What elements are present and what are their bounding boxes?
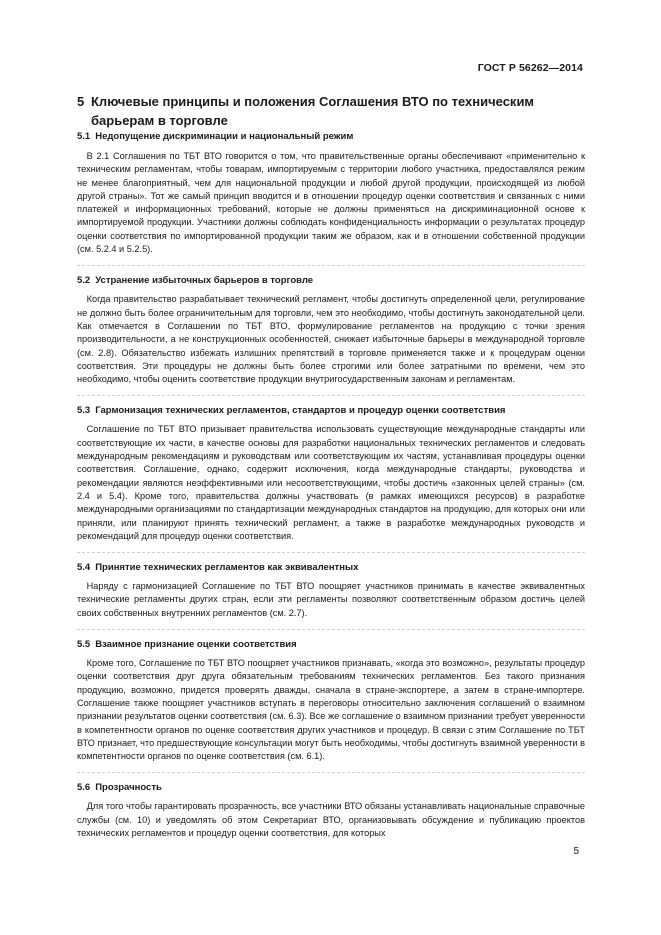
subsection-paragraph: Кроме того, Соглашение по ТБТ ВТО поощряет участников признавать, «когда это возможно», результаты процедур оценки соответствия друг друга обязательным требованиям технических регламентов. Без такого признания продукцию, возможно, придется проверять дважды, сначала в стране-экспортере, а затем в стране-импортере. Соглашение также поощряет участников вступать в переговоры относительно заключения соглашений о взаимном признании результатов оценки соответствия (см. 6.3). Все же соглашение о взаимном признании требует уверенности в компетентности органов по оценке соответствия других участников и процедур. В связи с этим Соглашение по ТБТ ВТО признает, что предшествующие консультации могут быть необходимы, чтобы достигнуть взаимной уверенности в компетентности органов по оценке соответствия (см. 6.1).	[77, 658, 585, 762]
subsection-paragraph: В 2.1 Соглашения по ТБТ ВТО говорится о том, что правительственные органы обеспечивают «применительно к техническим регламентам, чтобы товарам, импортируемым с территории любого участника, предоставлялся режим не менее благоприятный, чем для национальной продукции и любой другой продукции, происходящей из любой другой страны». Тот же самый принцип вводится и в отношении процедур оценки соответствия и связанных с ними платежей и информационных требований, которые не должны применяться на дискриминационной основе к импортируемой продукции. Участники должны соблюдать конфиденциальность информации о результатах процедур оценки соответствия по импортированной продукции таким же образом, как и в отношении собственной продукции (см. 5.2.4 и 5.2.5).	[77, 151, 585, 255]
subsection-number: 5.3	[77, 405, 91, 417]
section-title-line1: Ключевые принципы и положения Соглашения ВТО по техническим	[91, 94, 535, 109]
subsection-5-1	[77, 130, 585, 256]
subsection-title: Взаимное признание оценки соответствия	[95, 639, 297, 651]
subsection-number: 5.5	[77, 639, 91, 651]
divider	[77, 395, 585, 396]
subsection-title: Устранение избыточных барьеров в торговле	[95, 275, 314, 287]
subsection-paragraph: Для того чтобы гарантировать прозрачность, все участники ВТО обязаны устанавливать национальные справочные службы (см. 10) и уведомлять об этом Секретариат ВТО, организовывать обсуждение и публикацию проектов технических регламентов и процедур оценки соответствия, для которых	[77, 801, 585, 838]
subsection-heading	[77, 781, 585, 794]
divider	[77, 629, 585, 630]
subsection-title: Недопущение дискриминации и национальный режим	[95, 131, 354, 142]
section-title-line2: барьерам в торговле	[91, 113, 228, 128]
subsection-5-2	[77, 274, 585, 386]
subsection-heading	[77, 561, 585, 574]
section-title	[77, 92, 587, 130]
subsection-heading	[77, 274, 585, 287]
subsection-5-3	[77, 404, 585, 543]
divider	[77, 552, 585, 553]
subsection-number: 5.2	[77, 275, 91, 287]
subsection-5-5	[77, 638, 585, 763]
subsection-heading	[77, 130, 585, 143]
subsection-paragraph: Когда правительство разрабатывает технический регламент, чтобы достигнуть определенной цели, регулирование не должно быть более ограничительным для торговли, чем это необходимо, чтобы достигнуть законодательной цели. Как отмечается в Соглашении по ТБТ ВТО, формулирование регламентов на продукцию с точки зрения производительности, а не конструкционных особенностей, снижает избыточные барьеры в международной торговле (см. 2.8). Обязательство избежать излишних препятствий в торговле применяется также и к процедурам оценки соответствия. Эти процедуры не должны быть более строгими или более затратными по времени, чем это необходимо, чтобы оценить соответствие продукции внутригосударственным законам и регламентам.	[77, 294, 585, 385]
section-number: 5	[77, 94, 85, 109]
standard-header: ГОСТ Р 56262—2014	[477, 62, 583, 74]
subsection-title: Прозрачность	[95, 782, 162, 794]
subsection-title: Гармонизация технических регламентов, стандартов и процедур оценки соответствия	[95, 405, 506, 417]
divider	[77, 772, 585, 773]
subsection-heading	[77, 638, 585, 651]
subsection-5-6	[77, 781, 585, 840]
subsection-paragraph: Наряду с гармонизацией Соглашение по ТБТ ВТО поощряет участников принимать в качестве эквивалентных технические регламенты других стран, если эти регламенты позволяют соответственным образом достичь целей своих собственных внутренних регламентов (см. 2.7).	[77, 581, 585, 618]
subsection-title: Принятие технических регламентов как эквивалентных	[95, 562, 359, 574]
page-number: 5	[573, 846, 579, 857]
subsection-5-4	[77, 561, 585, 620]
subsection-number: 5.4	[77, 562, 91, 574]
subsection-paragraph: Соглашение по ТБТ ВТО призывает правительства использовать существующие международные стандарты или соответствующие их части, в качестве основы для разработки национальных технических регламентов и следовать международным рекомендациям и руководствам или соответствующим их частям, устанавливая процедуры оценки соответствия. Соглашение, однако, содержит исключения, когда международные стандарты, руководства и рекомендации являются неэффективными или несоответствующими, чтобы достичь «законных целей страны» (см. 2.4 и 5.4). Кроме того, правительства должны участвовать (в рамках имеющихся ресурсов) в разработке международными организациями по стандартизации международных стандартов на продукцию, для которых они или приняли, или планируют принять технический регламент, а также в разработке международных руководств и рекомендаций для процедур оценки соответствия.	[77, 424, 585, 541]
divider	[77, 265, 585, 266]
subsection-number: 5.6	[77, 782, 91, 794]
subsection-number: 5.1	[77, 131, 91, 142]
section-content	[77, 130, 585, 849]
subsection-heading	[77, 404, 585, 417]
